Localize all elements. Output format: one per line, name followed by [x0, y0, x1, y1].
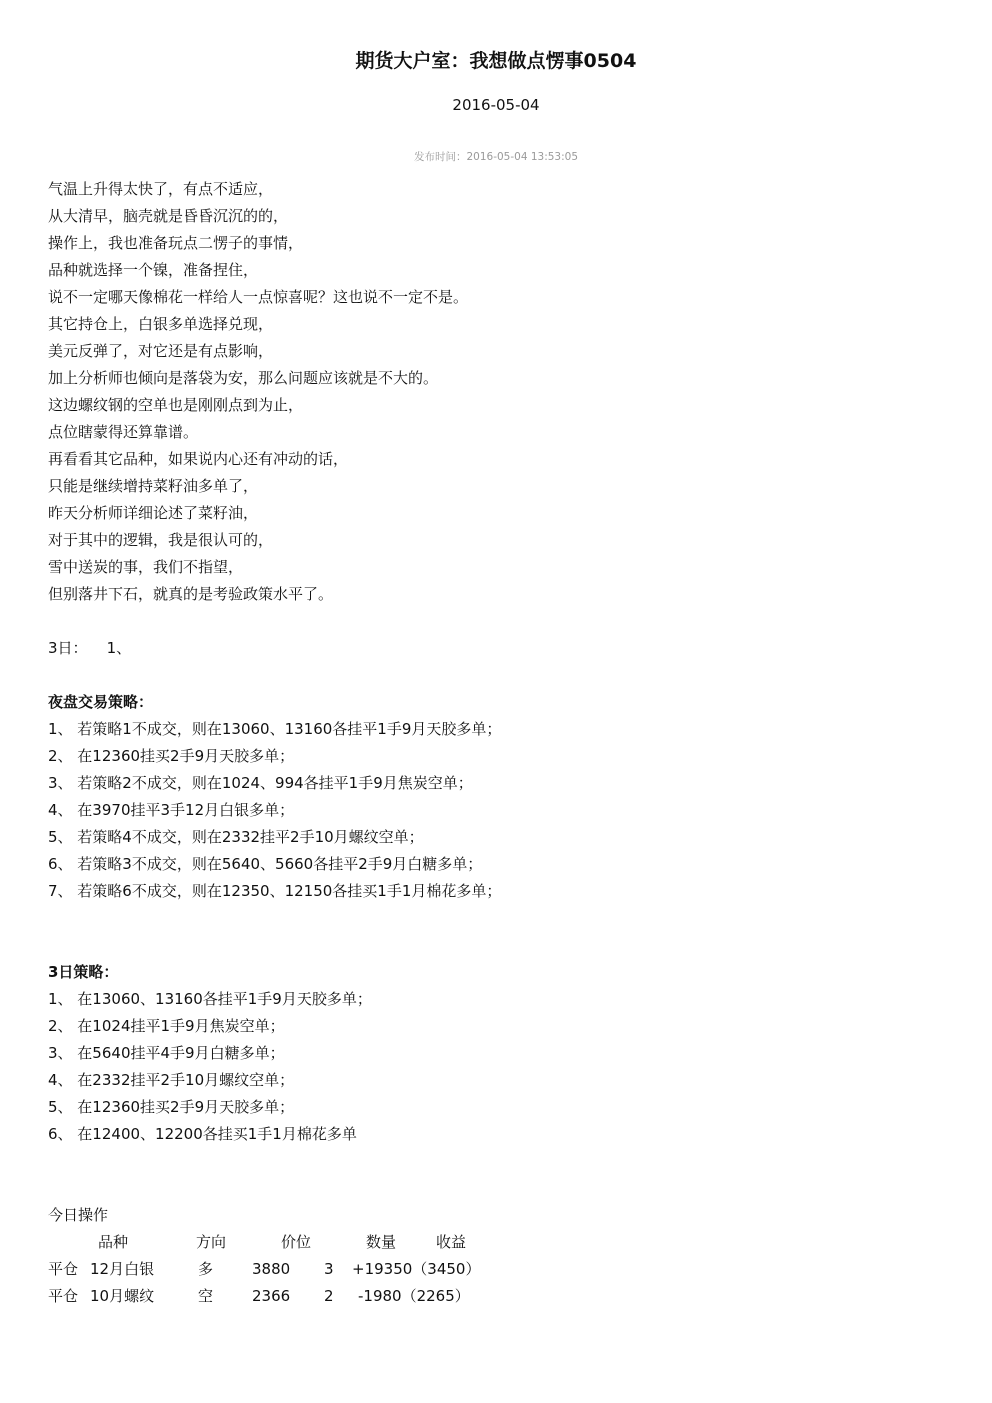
col-header-variety: 品种 [98, 1233, 129, 1251]
col-header-direction: 方向 [196, 1233, 227, 1251]
day3-strategy-heading: 3日策略： [48, 963, 119, 981]
day3-strategy-item: 5、 在12360挂买2手9月天胶多单； [48, 1098, 295, 1116]
spacer [48, 932, 948, 959]
night-strategy-item: 5、 若策略4不成交，则在2332挂平2手10月螺纹空单； [48, 828, 424, 846]
day3-strategy-item: 1、 在13060、13160各挂平1手9月天胶多单； [48, 990, 372, 1008]
cell-price: 3880 [252, 1260, 291, 1278]
spacer [48, 1175, 948, 1202]
intro-line: 操作上，我也准备玩点二愣子的事情， [48, 234, 304, 252]
intro-line: 其它持仓上，白银多单选择兑现， [48, 315, 274, 333]
night-strategy-item: 3、 若策略2不成交，则在1024、994各挂平1手9月焦炭空单； [48, 774, 473, 792]
cell-profit: -1980（2265） [358, 1287, 470, 1305]
cell-quantity: 3 [324, 1260, 334, 1278]
intro-line: 昨天分析师详细论述了菜籽油， [48, 504, 259, 522]
article-date: 2016-05-04 [452, 96, 540, 114]
intro-line: 点位瞎蒙得还算靠谱。 [48, 423, 199, 441]
intro-line: 说不一定哪天像棉花一样给人一点惊喜呢？这也说不一定不是。 [48, 288, 469, 306]
col-header-profit: 收益 [436, 1233, 467, 1251]
day3-note: 3日： 1、 [48, 639, 132, 657]
night-strategy-item: 4、 在3970挂平3手12月白银多单； [48, 801, 295, 819]
intro-line: 加上分析师也倾向是落袋为安，那么问题应该就是不大的。 [48, 369, 439, 387]
spacer [48, 662, 948, 689]
day3-strategy-item: 6、 在12400、12200各挂买1手1月棉花多单 [48, 1125, 357, 1143]
night-strategy-item: 2、 在12360挂买2手9月天胶多单； [48, 747, 295, 765]
article-title: 期货大户室：我想做点愣事0504 [355, 50, 637, 72]
article-body [48, 176, 948, 1310]
intro-line: 美元反弹了，对它还是有点影响， [48, 342, 274, 360]
spacer [48, 905, 948, 932]
intro-line: 对于其中的逻辑，我是很认可的， [48, 531, 274, 549]
day3-strategy-item: 2、 在1024挂平1手9月焦炭空单； [48, 1017, 285, 1035]
spacer [48, 608, 948, 635]
intro-line: 但别落井下石，就真的是考验政策水平了。 [48, 585, 334, 603]
cell-action: 平仓 [48, 1287, 79, 1305]
night-strategy-heading: 夜盘交易策略： [48, 693, 154, 711]
night-strategy-item: 1、 若策略1不成交，则在13060、13160各挂平1手9月天胶多单； [48, 720, 502, 738]
operations-table-header [48, 1229, 948, 1256]
col-header-quantity: 数量 [366, 1233, 397, 1251]
cell-direction: 空 [198, 1287, 214, 1305]
intro-line: 从大清早，脑壳就是昏昏沉沉的的， [48, 207, 289, 225]
cell-action: 平仓 [48, 1260, 79, 1278]
cell-profit: +19350（3450） [352, 1260, 481, 1278]
cell-quantity: 2 [324, 1287, 334, 1305]
day3-strategy-item: 4、 在2332挂平2手10月螺纹空单； [48, 1071, 295, 1089]
night-strategy-item: 7、 若策略6不成交，则在12350、12150各挂买1手1月棉花多单； [48, 882, 502, 900]
spacer [48, 1148, 948, 1175]
cell-variety: 12月白银 [90, 1260, 155, 1278]
intro-line: 品种就选择一个镍，准备捏住， [48, 261, 259, 279]
intro-line: 气温上升得太快了，有点不适应， [48, 180, 274, 198]
intro-line: 这边螺纹钢的空单也是刚刚点到为止， [48, 396, 304, 414]
intro-line: 只能是继续增持菜籽油多单了， [48, 477, 259, 495]
cell-price: 2366 [252, 1287, 291, 1305]
intro-line: 雪中送炭的事，我们不指望， [48, 558, 244, 576]
table-row [48, 1283, 948, 1310]
operations-heading: 今日操作 [48, 1206, 109, 1224]
cell-direction: 多 [198, 1260, 214, 1278]
publish-timestamp: 2016-05-04 13:53:05 [466, 151, 579, 163]
col-header-price: 价位 [281, 1233, 312, 1251]
day3-strategy-item: 3、 在5640挂平4手9月白糖多单； [48, 1044, 285, 1062]
cell-variety: 10月螺纹 [90, 1287, 155, 1305]
publish-label: 发布时间： [413, 151, 467, 163]
publish-time [0, 149, 992, 165]
intro-line: 再看看其它品种，如果说内心还有冲动的话， [48, 450, 349, 468]
table-row [48, 1256, 948, 1283]
night-strategy-item: 6、 若策略3不成交，则在5640、5660各挂平2手9月白糖多单； [48, 855, 483, 873]
